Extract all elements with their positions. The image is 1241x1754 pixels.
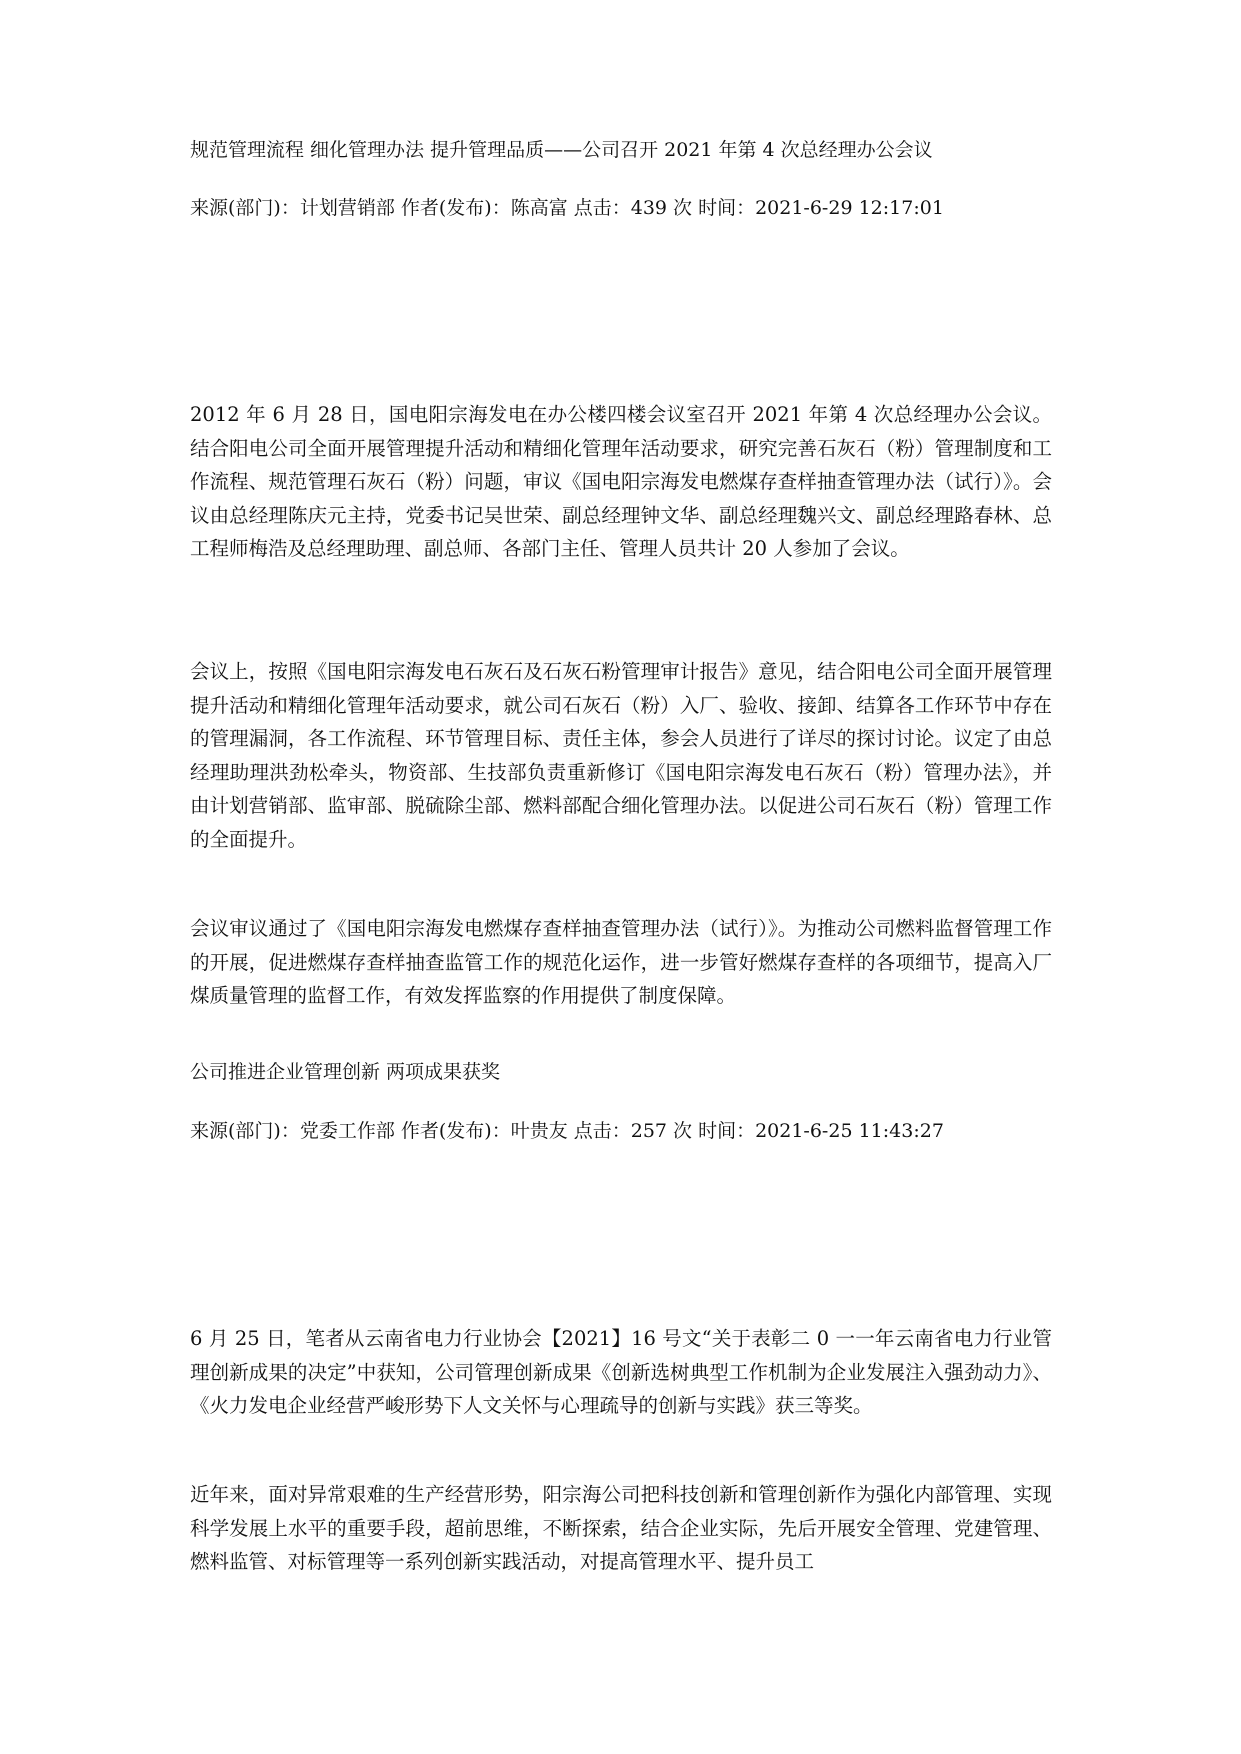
- article-1-paragraph-3: 会议审议通过了《国电阳宗海发电燃煤存查样抽查管理办法（试行）》。为推动公司燃料监督管理工作的开展，促进燃煤存查样抽查监管工作的规范化运作，进一步管好燃煤存查样的各项细节，提高入厂煤质量管理的监督工作，有效发挥监察的作用提供了制度保障。: [190, 917, 1052, 1007]
- article-2-paragraph-2: 近年来，面对异常艰难的生产经营形势，阳宗海公司把科技创新和管理创新作为强化内部管理、实现科学发展上水平的重要手段，超前思维，不断探索，结合企业实际，先后开展安全管理、党建管理、燃料监管、对标管理等一系列创新实践活动，对提高管理水平、提升员工: [190, 1483, 1052, 1573]
- article-2-paragraph-1: 6 月 25 日，笔者从云南省电力行业协会【2021】16 号文“关于表彰二 0 一一年云南省电力行业管理创新成果的决定”中获知，公司管理创新成果《创新选树典型工作机制为企业发展注入强劲动力》、《火力发电企业经营严峻形势下人文关怀与心理疏导的创新与实践》获三等奖。: [190, 1327, 1052, 1417]
- article-2-title: 公司推进企业管理创新 两项成果获奖: [190, 1061, 501, 1083]
- article-2-meta: 来源(部门)：党委工作部 作者(发布)：叶贵友 点击：257 次 时间：2021-6-25 11:43:27: [190, 1120, 944, 1142]
- article-1-title: 规范管理流程 细化管理办法 提升管理品质——公司召开 2021 年第 4 次总经理办公会议: [190, 139, 933, 161]
- article-1-paragraph-2: 会议上，按照《国电阳宗海发电石灰石及石灰石粉管理审计报告》意见，结合阳电公司全面开展管理提升活动和精细化管理年活动要求，就公司石灰石（粉）入厂、验收、接卸、结算各工作环节中存在的管理漏洞，各工作流程、环节管理目标、责任主体，参会人员进行了详尽的探讨讨论。议定了由总经理助理洪劲松牵头，物资部、生技部负责重新修订《国电阳宗海发电石灰石（粉）管理办法》，并由计划营销部、监审部、脱硫除尘部、燃料部配合细化管理办法。以促进公司石灰石（粉）管理工作的全面提升。: [190, 660, 1052, 851]
- article-1-meta: 来源(部门)：计划营销部 作者(发布)：陈高富 点击：439 次 时间：2021-6-29 12:17:01: [190, 197, 944, 219]
- article-1-paragraph-1: 2012 年 6 月 28 日，国电阳宗海发电在办公楼四楼会议室召开 2021 年第 4 次总经理办公会议。结合阳电公司全面开展管理提升活动和精细化管理年活动要求，研究完善石灰石（粉）管理制度和工作流程、规范管理石灰石（粉）问题，审议《国电阳宗海发电燃煤存查样抽查管理办法（试行）》。会议由总经理陈庆元主持，党委书记吴世荣、副总经理钟文华、副总经理魏兴文、副总经理路春林、总工程师梅浩及总经理助理、副总师、各部门主任、管理人员共计 20 人参加了会议。: [190, 403, 1052, 560]
